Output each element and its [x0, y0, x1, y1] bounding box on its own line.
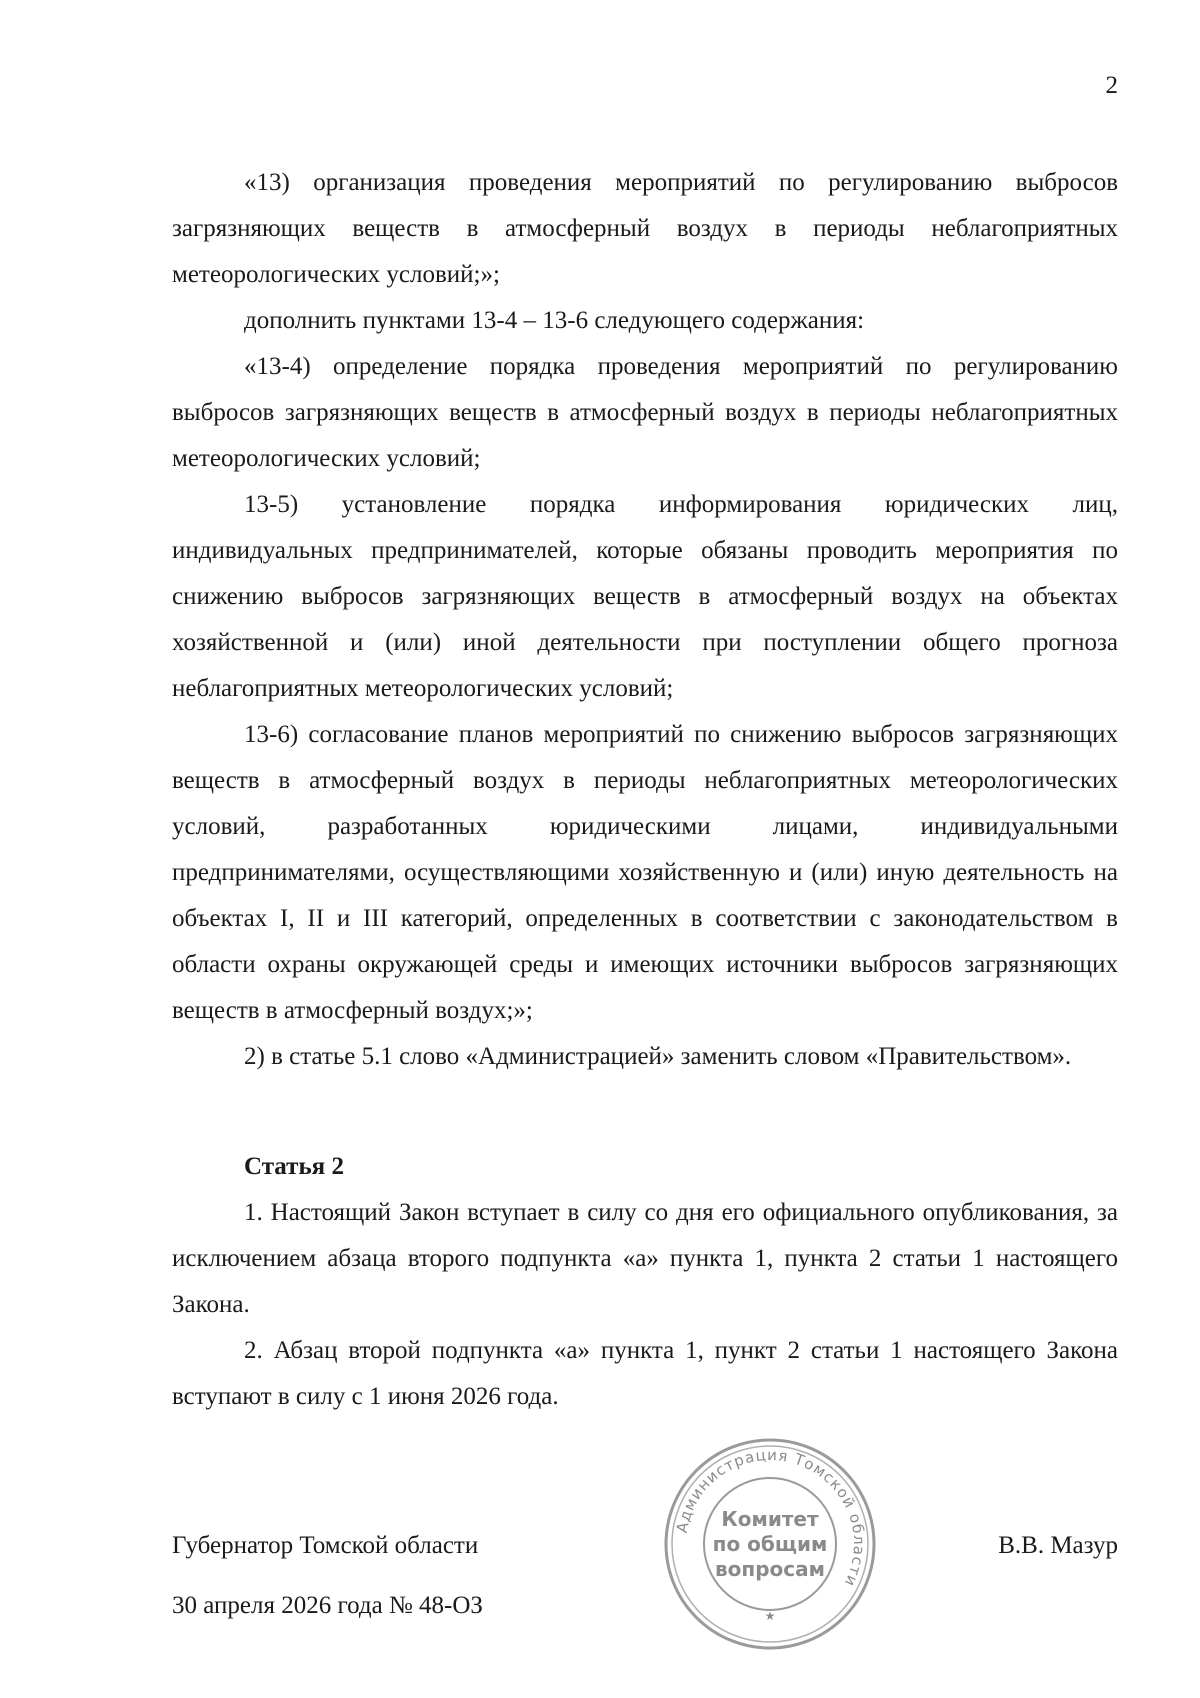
signature-block [172, 1445, 1118, 1636]
seal-star-icon: ★ [764, 1609, 776, 1623]
paragraph-item-13-6: 13-6) согласование планов мероприятий по снижению выбросов загрязняющих веществ в атмосферный воздух в периоды неблагоприятных метеорологических условий, разработанных юридическими лицами, индивидуальными предпринимателями, осуществляющими хозяйственную и (или) иную деятельность на объектах I, II и III категорий, определенных в соответствии с законодательством в области охраны окружающей среды и имеющих источники выбросов загрязняющих веществ в атмосферный воздух;»; [172, 721, 1118, 1024]
law-date-number: 30 апреля 2026 года № 48-ОЗ [172, 1592, 483, 1619]
article-2-paragraph-1: 1. Настоящий Закон вступает в силу со дня его официального опубликования, за исключением абзаца второго подпункта «а» пункта 1, пункта 2 статьи 1 настоящего Закона. [172, 1199, 1118, 1318]
paragraph-item-13: «13) организация проведения мероприятий по регулированию выбросов загрязняющих веществ в атмосферный воздух в периоды неблагоприятных метеорологических условий;»; [172, 169, 1118, 288]
seal-ring-text: Администрация Томской области [672, 1445, 869, 1590]
governor-position: Губернатор Томской области [172, 1532, 479, 1559]
seal-line-2: по общим [712, 1532, 828, 1556]
signature-left [172, 1516, 483, 1636]
seal-line-3: вопросам [715, 1557, 825, 1581]
seal-line-1: Комитет [721, 1507, 819, 1531]
official-seal [660, 1434, 880, 1654]
paragraph-item-2: 2) в статье 5.1 слово «Администрацией» заменить словом «Правительством». [244, 1043, 1072, 1070]
article-2-title: Статья 2 [244, 1153, 344, 1180]
governor-name: В.В. Мазур [998, 1532, 1118, 1559]
paragraph-supplement: дополнить пунктами 13-4 – 13-6 следующего содержания: [244, 307, 865, 334]
paragraph-item-13-5: 13-5) установление порядка информирования юридических лиц, индивидуальных предпринимателей, которые обязаны проводить мероприятия по снижению выбросов загрязняющих веществ в атмосферный воздух на объектах хозяйственной и (или) иной деятельности при поступлении общего прогноза неблагоприятных метеорологических условий; [172, 491, 1118, 702]
article-2-paragraph-2: 2. Абзац второй подпункта «а» пункта 1, пункт 2 статьи 1 настоящего Закона вступают в силу с 1 июня 2026 года. [172, 1337, 1118, 1410]
page-number: 2 [1105, 72, 1118, 99]
document-body [172, 160, 1118, 1420]
paragraph-item-13-4: «13-4) определение порядка проведения мероприятий по регулированию выбросов загрязняющих веществ в атмосферный воздух в периоды неблагоприятных метеорологических условий; [172, 353, 1118, 472]
